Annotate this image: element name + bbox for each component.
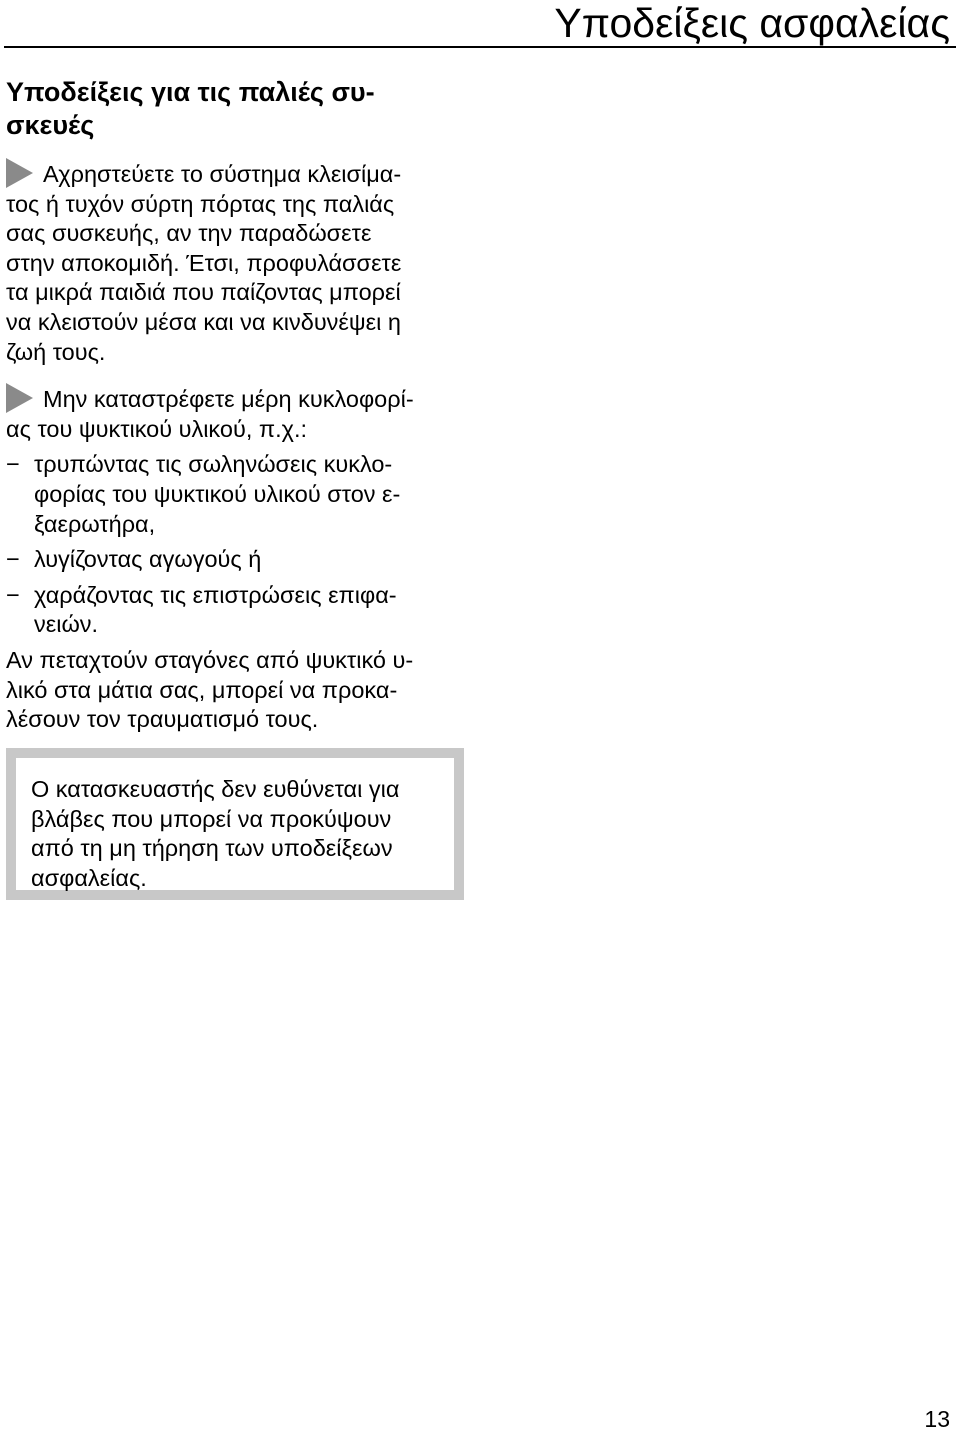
header-divider [4,46,956,48]
dash-symbol: − [6,451,20,478]
liability-notice-box [6,748,464,900]
bullet-item-disable-lock [6,158,466,367]
dash-line: φορίας του ψυκτικού υλικού στον ε- [34,480,401,507]
bullet-text: Μην καταστρέφετε μέρη κυκλοφορί- [43,386,414,413]
bullet-line [6,158,466,190]
notice-line: από τη μη τήρηση των υποδείξεων [31,835,393,862]
dash-item-bending [6,545,466,575]
section-title-line: Υποδείξεις για τις παλιές συ- [6,77,375,107]
main-content [6,76,466,735]
bullet-line: στην αποκομιδή. Έτσι, προφυλάσσετε [6,249,402,276]
notice-text [31,775,454,893]
section-title-line: σκευές [6,110,95,140]
bullet-line: σας συσκευής, αν την παραδώσετε [6,220,372,247]
dash-symbol: − [6,581,20,608]
warning-line: λέσουν τον τραυματισμό τους. [6,706,319,733]
warning-line: λικό στα μάτια σας, μπορεί να προκα- [6,676,398,703]
bullet-line [6,383,466,415]
bullet-item-refrigerant [6,383,466,444]
bullet-line: ας του ψυκτικού υλικού, π.χ.: [6,415,308,442]
dash-line: χαράζοντας τις επιστρώσεις επιφα- [34,581,397,608]
bullet-text: Αχρηστεύετε το σύστημα κλεισίμα- [43,161,402,187]
dash-symbol: − [6,546,20,573]
dash-item-scratching [6,581,466,640]
dash-item-piercing [6,450,466,539]
notice-line: Ο κατασκευαστής δεν ευθύνεται για [31,776,400,802]
dash-line: ξαερωτήρα, [34,510,156,537]
bullet-line: ζωή τους. [6,338,106,365]
bullet-line: να κλειστούν μέσα και να κινδυνέψει η [6,308,401,335]
warning-text [6,646,466,735]
triangle-right-icon [6,158,33,188]
triangle-right-icon [6,383,33,413]
dash-line: λυγίζοντας αγωγούς ή [34,546,262,573]
dash-line: νειών. [34,611,99,638]
page-header-title: Υποδείξεις ασφαλείας [554,0,950,46]
bullet-line: τα μικρά παιδιά που παίζοντας μπορεί [6,279,401,306]
page-number: 13 [924,1406,950,1432]
dash-line: τρυπώντας τις σωληνώσεις κυκλο- [34,451,393,478]
notice-line: ασφαλείας. [31,864,147,891]
bullet-line: τος ή τυχόν σύρτη πόρτας της παλιάς [6,190,395,217]
warning-line: Αν πεταχτούν σταγόνες από ψυκτικό υ- [6,646,414,673]
section-title [6,76,466,142]
notice-line: βλάβες που μπορεί να προκύψουν [31,805,392,832]
